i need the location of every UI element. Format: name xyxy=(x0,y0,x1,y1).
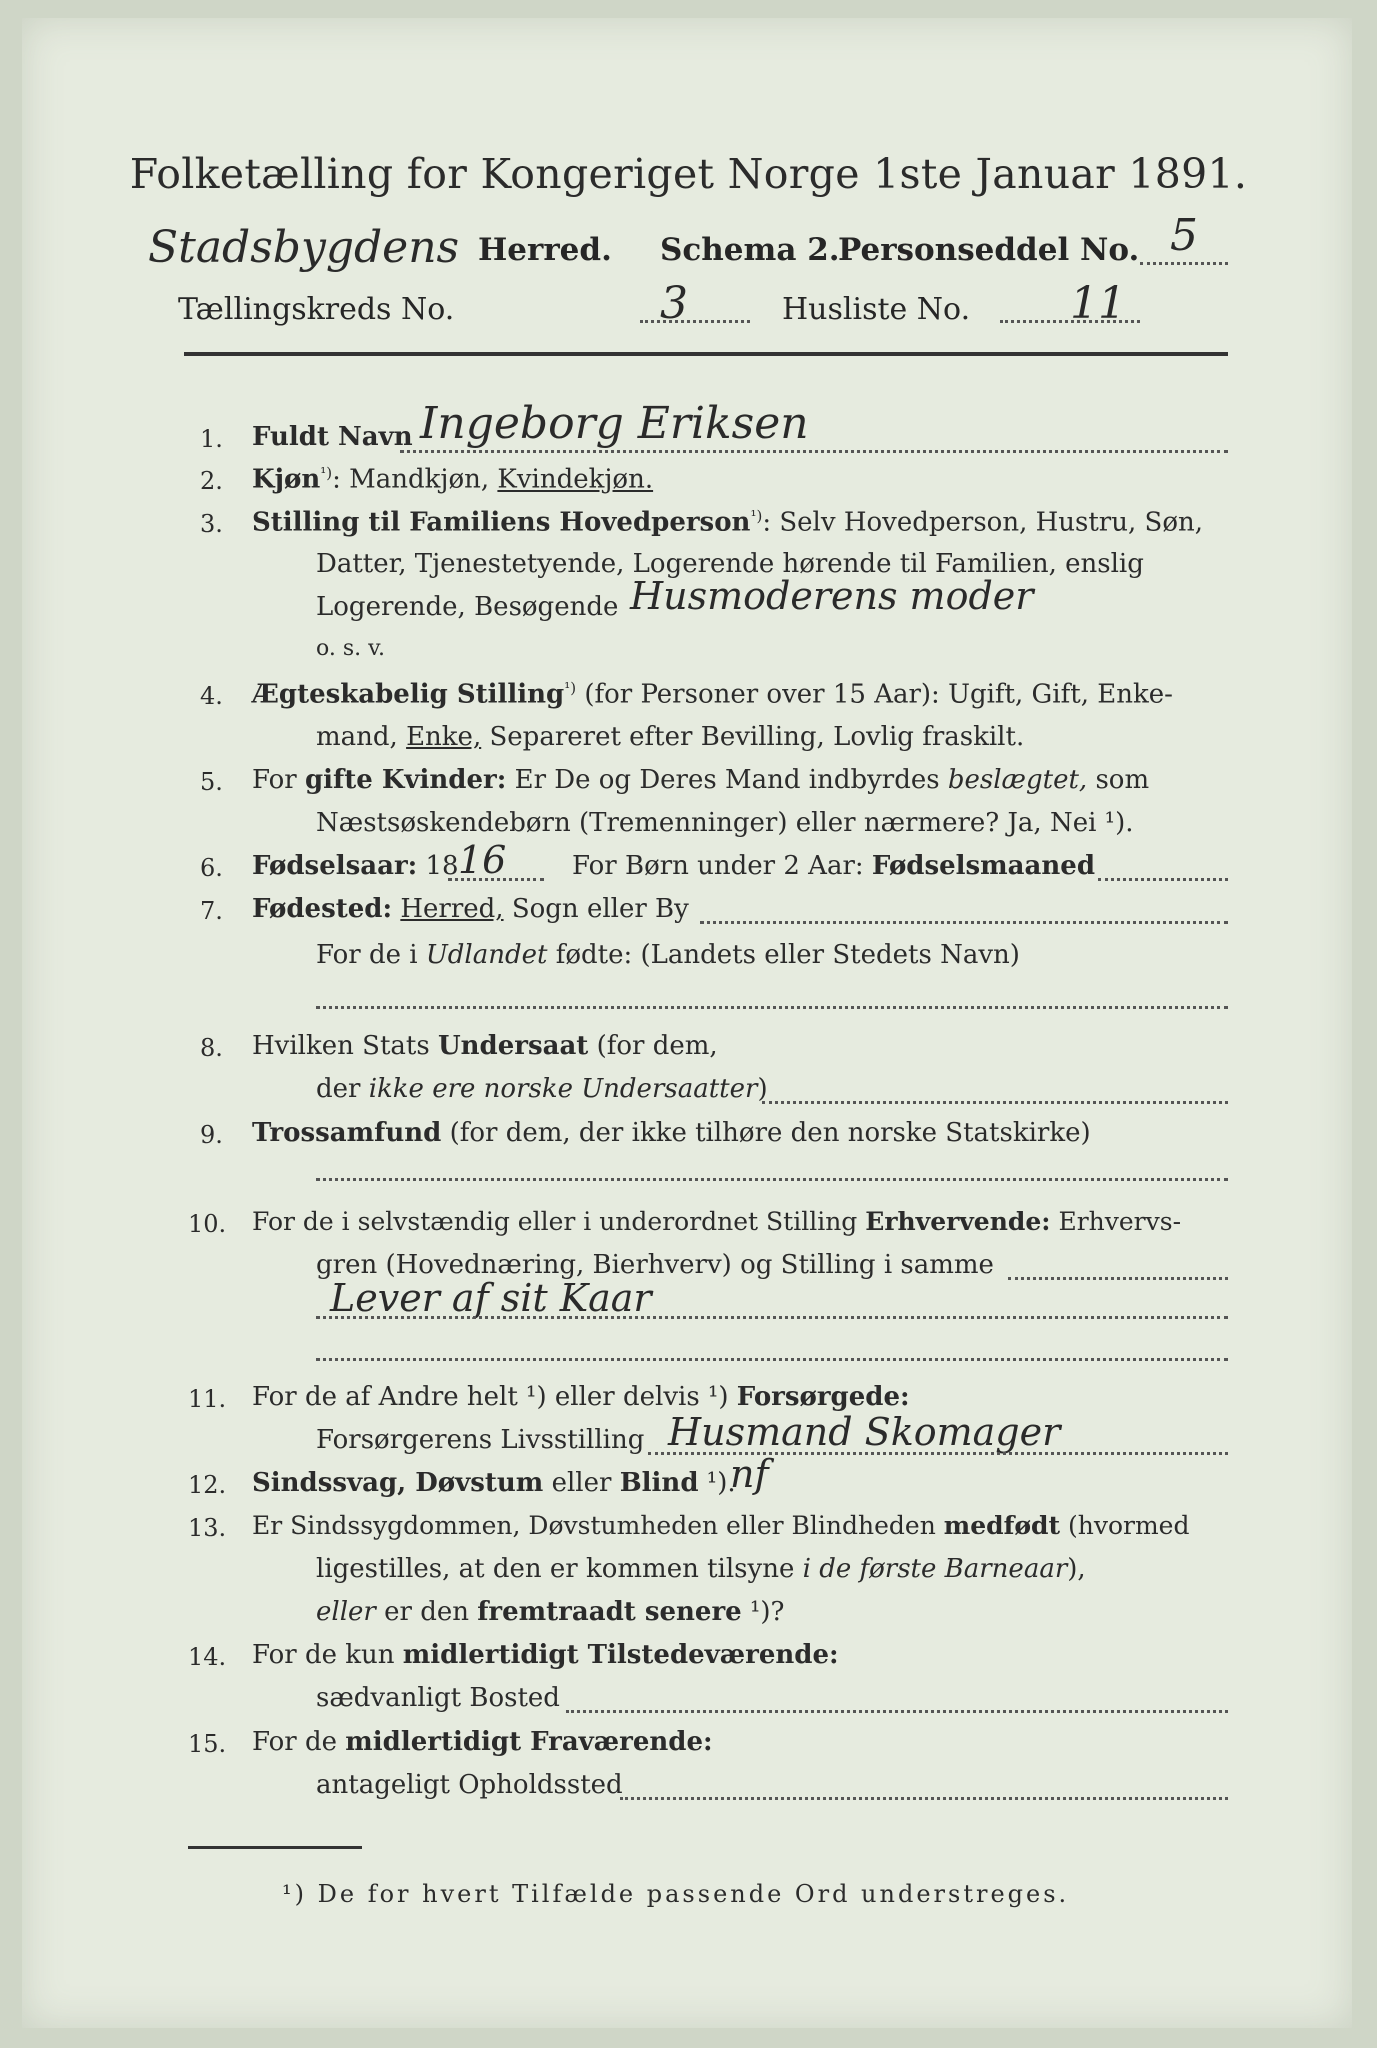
item-3-line-3: Logerende, Besøgende xyxy=(316,592,619,622)
item-6-line-1: Fødselsaar: 18 xyxy=(252,851,459,881)
dotted-line xyxy=(762,1101,1228,1104)
item-7-line-2: For de i Udlandet fødte: (Landets eller Stedets Navn) xyxy=(316,940,1020,970)
footnote: ¹) De for hvert Tilfælde passende Ord understreges. xyxy=(282,1880,1070,1908)
item-10-line-1: For de i selvstændig eller i underordnet Stilling Erhvervende: Erhvervs- xyxy=(252,1207,1182,1236)
item-4-line-2: mand, Enke, Separeret efter Bevilling, Lovlig fraskilt. xyxy=(316,722,1025,752)
footnote-rule xyxy=(188,1846,362,1849)
dotted-line xyxy=(566,1710,1228,1713)
position-value: Husmoderens moder xyxy=(630,574,1034,618)
item-number: 2. xyxy=(200,467,223,495)
item-10-line-2: gren (Hovednæring, Bierhverv) og Stilling i samme xyxy=(316,1250,994,1280)
dotted-line xyxy=(1000,320,1140,323)
item-number: 8. xyxy=(200,1034,223,1062)
personseddel-value: 5 xyxy=(1170,210,1198,261)
item-3-line-2: Datter, Tjenestetyende, Logerende hørende til Familien, enslig xyxy=(316,549,1144,579)
dotted-line xyxy=(1008,1277,1228,1280)
item-number: 14. xyxy=(188,1643,227,1671)
item-15-line-1: For de midlertidigt Fraværende: xyxy=(252,1727,713,1757)
dotted-line xyxy=(316,1006,1228,1009)
item-11-line-2: Forsørgerens Livsstilling xyxy=(316,1425,645,1455)
item-number: 15. xyxy=(188,1730,227,1758)
item-4-line-1: Ægteskabelig Stilling$^{^1)}$ (for Personer over 15 Aar): Ugift, Gift, Enke- xyxy=(252,679,1173,710)
item-number: 3. xyxy=(200,510,223,538)
item-number: 13. xyxy=(188,1514,227,1542)
item-14-line-1: For de kun midlertidigt Tilstedeværende: xyxy=(252,1640,839,1670)
dotted-line xyxy=(316,1316,1228,1319)
item-11-line-1: For de af Andre helt ¹) eller delvis ¹) Forsørgede: xyxy=(252,1382,910,1412)
dotted-line xyxy=(1140,262,1228,265)
item-number: 4. xyxy=(200,682,223,710)
herred-value: Stadsbygdens xyxy=(148,222,460,273)
dotted-line xyxy=(620,1797,1228,1800)
item-2-line: Kjøn$^{^1)}$: Mandkjøn, Kvindekjøn. xyxy=(252,464,654,495)
dotted-line xyxy=(448,878,544,881)
kreds-value: 3 xyxy=(660,278,688,329)
occupation-value: Lever af sit Kaar xyxy=(330,1276,652,1320)
item-number: 12. xyxy=(188,1471,227,1499)
provider-occupation-value: Husmand Skomager xyxy=(668,1410,1061,1454)
item-8-line-1: Hvilken Stats Undersaat (for dem, xyxy=(252,1031,718,1061)
dotted-line xyxy=(700,921,1228,924)
schema-label: Schema 2. xyxy=(660,232,840,268)
full-name-value: Ingeborg Eriksen xyxy=(420,398,809,449)
husliste-label: Husliste No. xyxy=(782,292,971,327)
dotted-line xyxy=(316,1178,1228,1181)
personseddel-label: Personseddel No. xyxy=(838,232,1140,268)
item-number: 9. xyxy=(200,1121,223,1149)
husliste-value: 11 xyxy=(1070,278,1126,329)
item-number: 7. xyxy=(200,897,223,925)
item-number: 10. xyxy=(188,1210,227,1238)
item-12-line-1: Sindssvag, Døvstum eller Blind ¹). xyxy=(252,1468,736,1498)
item-13-line-3: eller er den fremtraadt senere ¹)? xyxy=(316,1597,785,1627)
dotted-line xyxy=(1098,878,1228,881)
header-rule xyxy=(184,352,1228,356)
disability-value: nf xyxy=(730,1452,769,1496)
birth-year-value: 16 xyxy=(458,838,507,882)
item-3-line-1: Stilling til Familiens Hovedperson$^{^1)}$: Selv Hovedperson, Hustru, Søn, xyxy=(252,507,1203,538)
item-3-line-4: o. s. v. xyxy=(316,636,385,661)
item-7-line-1: Fødested: Herred, Sogn eller By xyxy=(252,894,689,924)
dotted-line xyxy=(400,450,1228,453)
item-6-line-1b: For Børn under 2 Aar: Fødselsmaaned xyxy=(572,851,1096,881)
dotted-line xyxy=(640,320,750,323)
item-8-line-2: der ikke ere norske Undersaatter) xyxy=(316,1074,768,1104)
item-number: 1. xyxy=(200,425,223,453)
form-title: Folketælling for Kongeriget Norge 1ste Januar 1891. xyxy=(129,150,1248,198)
item-5-line-1: For gifte Kvinder: Er De og Deres Mand indbyrdes beslægtet, som xyxy=(252,765,1150,795)
item-9-line-1: Trossamfund (for dem, der ikke tilhøre den norske Statskirke) xyxy=(252,1118,1091,1148)
item-15-line-2: antageligt Opholdssted xyxy=(316,1770,623,1800)
item-1-label: Fuldt Navn xyxy=(252,422,413,452)
item-number: 11. xyxy=(188,1385,227,1413)
item-13-line-1: Er Sindssygdommen, Døvstumheden eller Blindheden medfødt (hvormed xyxy=(252,1511,1190,1540)
item-14-line-2: sædvanligt Bosted xyxy=(316,1683,560,1713)
item-number: 6. xyxy=(200,854,223,882)
kreds-label: Tællingskreds No. xyxy=(178,292,455,327)
herred-label: Herred. xyxy=(478,232,612,268)
item-5-line-2: Næstsøskendebørn (Tremenninger) eller nærmere? Ja, Nei ¹). xyxy=(316,808,1134,838)
item-number: 5. xyxy=(200,768,223,796)
item-13-line-2: ligestilles, at den er kommen tilsyne i de første Barneaar), xyxy=(316,1554,1086,1584)
dotted-line xyxy=(316,1358,1228,1361)
